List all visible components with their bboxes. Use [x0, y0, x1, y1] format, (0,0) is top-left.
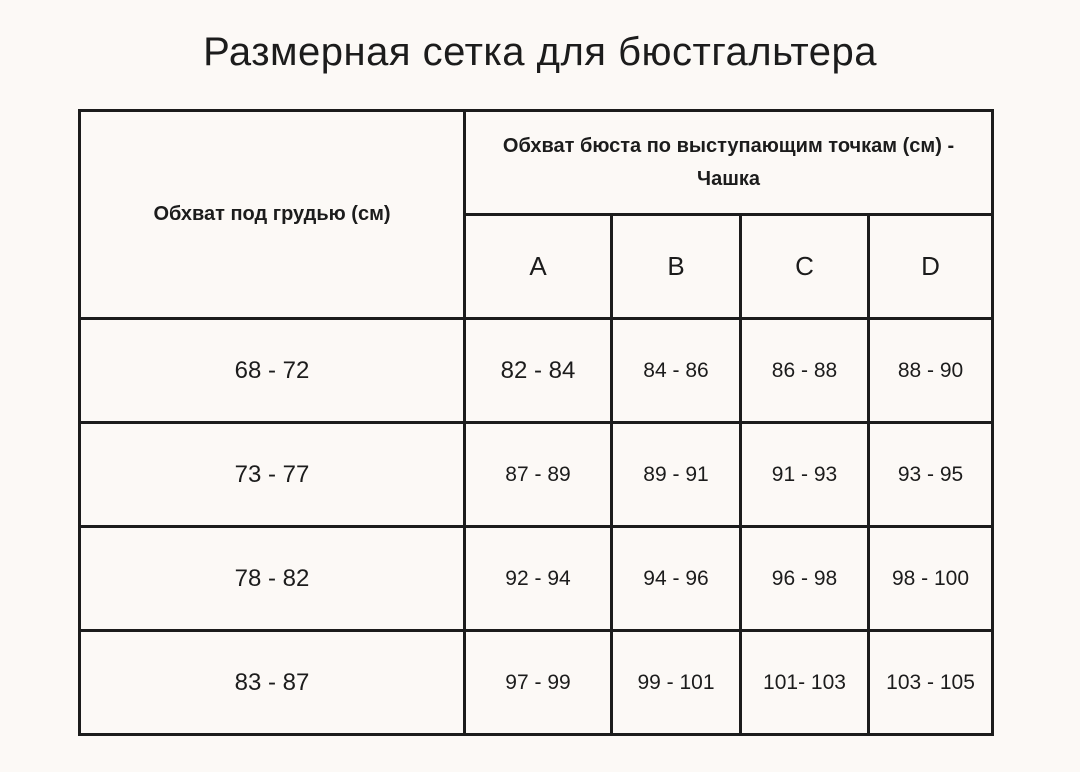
underbust-cell: 68 - 72	[80, 319, 465, 423]
underbust-cell: 83 - 87	[80, 631, 465, 735]
bust-cell: 89 - 91	[612, 423, 741, 527]
size-chart-table	[78, 109, 994, 736]
bust-cell: 86 - 88	[741, 319, 869, 423]
bust-cell: 103 - 105	[869, 631, 993, 735]
bust-cell: 91 - 93	[741, 423, 869, 527]
bust-cell: 88 - 90	[869, 319, 993, 423]
bust-header: Обхват бюста по выступающим точкам (см) - Чашка	[465, 111, 993, 215]
bust-cell: 101- 103	[741, 631, 869, 735]
table-row	[80, 527, 993, 631]
cup-header-b: B	[612, 215, 741, 319]
bust-cell: 87 - 89	[465, 423, 612, 527]
cup-header-c: C	[741, 215, 869, 319]
bust-cell: 92 - 94	[465, 527, 612, 631]
table-row	[80, 423, 993, 527]
underbust-cell: 73 - 77	[80, 423, 465, 527]
bust-cell: 96 - 98	[741, 527, 869, 631]
header-row	[80, 111, 993, 215]
table-row	[80, 631, 993, 735]
bust-cell: 97 - 99	[465, 631, 612, 735]
bust-cell: 94 - 96	[612, 527, 741, 631]
underbust-cell: 78 - 82	[80, 527, 465, 631]
table-row	[80, 319, 993, 423]
cup-header-a: A	[465, 215, 612, 319]
bust-cell: 82 - 84	[465, 319, 612, 423]
bust-cell: 98 - 100	[869, 527, 993, 631]
underbust-header: Обхват под грудью (см)	[80, 111, 465, 319]
bust-cell: 93 - 95	[869, 423, 993, 527]
bust-cell: 84 - 86	[612, 319, 741, 423]
cup-header-d: D	[869, 215, 993, 319]
bust-cell: 99 - 101	[612, 631, 741, 735]
page-title: Размерная сетка для бюстгальтера	[203, 30, 877, 74]
